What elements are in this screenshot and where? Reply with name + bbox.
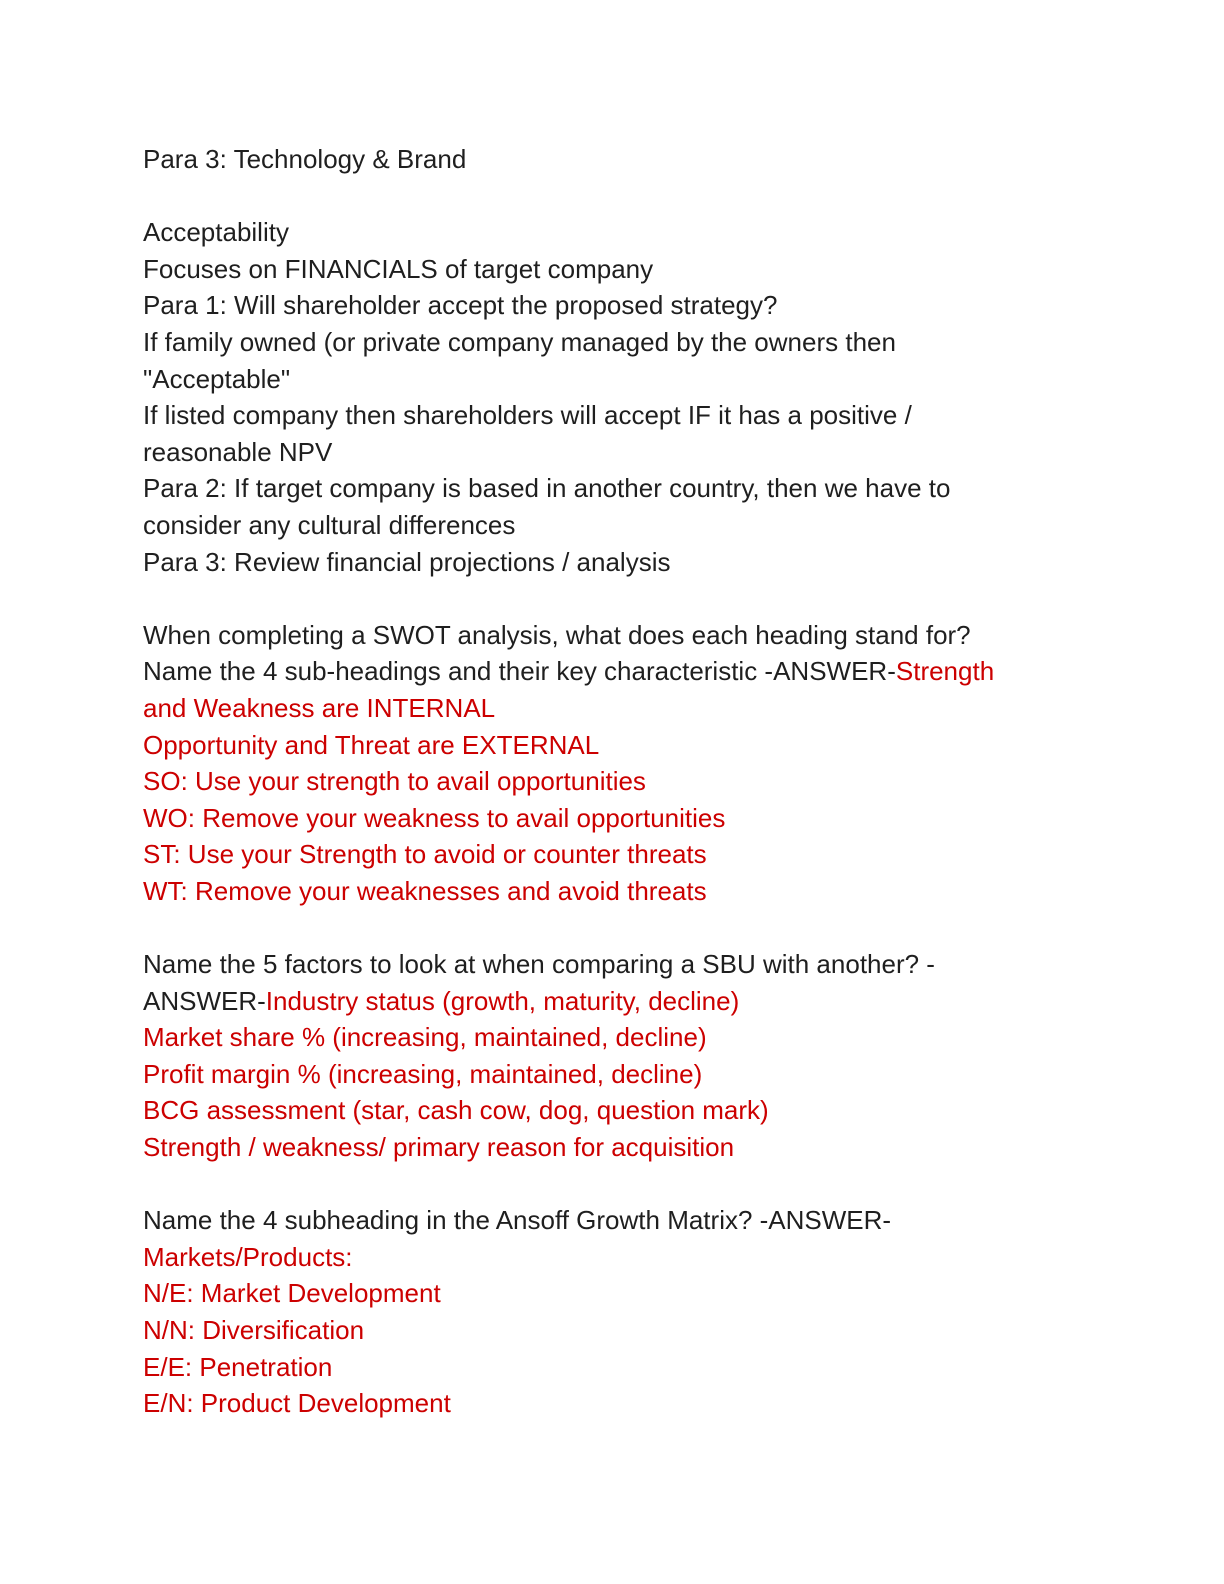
spacer <box>143 580 1083 617</box>
swot-question: When completing a SWOT analysis, what does each heading stand for? <box>143 619 971 650</box>
spacer <box>143 1166 1083 1203</box>
spacer <box>143 178 1083 215</box>
acceptability-line: Para 3: Review financial projections / analysis <box>143 546 671 577</box>
sbu-answer-line: Market share % (increasing, maintained, decline) <box>143 1022 707 1053</box>
spacer <box>143 909 1083 946</box>
acceptability-line: Para 1: Will shareholder accept the proposed strategy? <box>143 290 778 321</box>
swot-answer-line: WO: Remove your weakness to avail opportunities <box>143 802 726 833</box>
swot-answer-line: WT: Remove your weaknesses and avoid threats <box>143 875 707 906</box>
swot-answer-start: Strength <box>895 656 995 687</box>
section-heading: Para 3: Technology & Brand <box>143 144 467 174</box>
acceptability-line: reasonable NPV <box>143 436 333 467</box>
ansoff-question: Name the 4 subheading in the Ansoff Growth Matrix? -ANSWER- <box>143 1205 892 1236</box>
swot-answer-line: ST: Use your Strength to avoid or counter threats <box>143 839 707 870</box>
sbu-question-answer-line <box>143 983 1083 1020</box>
acceptability-title: Acceptability <box>143 217 289 248</box>
swot-answer-line: Opportunity and Threat are EXTERNAL <box>143 729 600 760</box>
swot-question-tail: Name the 4 sub-headings and their key characteristic -ANSWER- <box>143 656 896 687</box>
acceptability-line: Para 2: If target company is based in another country, then we have to <box>143 473 951 504</box>
ansoff-answer-line: E/E: Penetration <box>143 1351 333 1382</box>
ansoff-answer-line: Markets/Products: <box>143 1241 353 1272</box>
acceptability-line: If listed company then shareholders will accept IF it has a positive / <box>143 400 912 431</box>
sbu-question-tail: ANSWER- <box>143 985 266 1016</box>
acceptability-line: Focuses on FINANCIALS of target company <box>143 253 654 284</box>
acceptability-line: consider any cultural differences <box>143 509 516 540</box>
document-page <box>143 141 1083 1422</box>
sbu-answer-line: Strength / weakness/ primary reason for acquisition <box>143 1132 735 1163</box>
ansoff-answer-line: E/N: Product Development <box>143 1388 451 1419</box>
swot-question-answer-line <box>143 653 1083 690</box>
acceptability-line: "Acceptable" <box>143 363 291 394</box>
swot-answer-line: SO: Use your strength to avail opportunities <box>143 766 646 797</box>
ansoff-answer-line: N/N: Diversification <box>143 1315 365 1345</box>
swot-answer-line: and Weakness are INTERNAL <box>143 692 496 723</box>
sbu-answer-start: Industry status (growth, maturity, decline) <box>265 985 740 1016</box>
sbu-question: Name the 5 factors to look at when comparing a SBU with another? - <box>143 949 935 980</box>
sbu-answer-line: BCG assessment (star, cash cow, dog, question mark) <box>143 1095 769 1126</box>
sbu-answer-line: Profit margin % (increasing, maintained, decline) <box>143 1058 703 1089</box>
ansoff-answer-line: N/E: Market Development <box>143 1278 441 1309</box>
acceptability-line: If family owned (or private company managed by the owners then <box>143 326 896 357</box>
